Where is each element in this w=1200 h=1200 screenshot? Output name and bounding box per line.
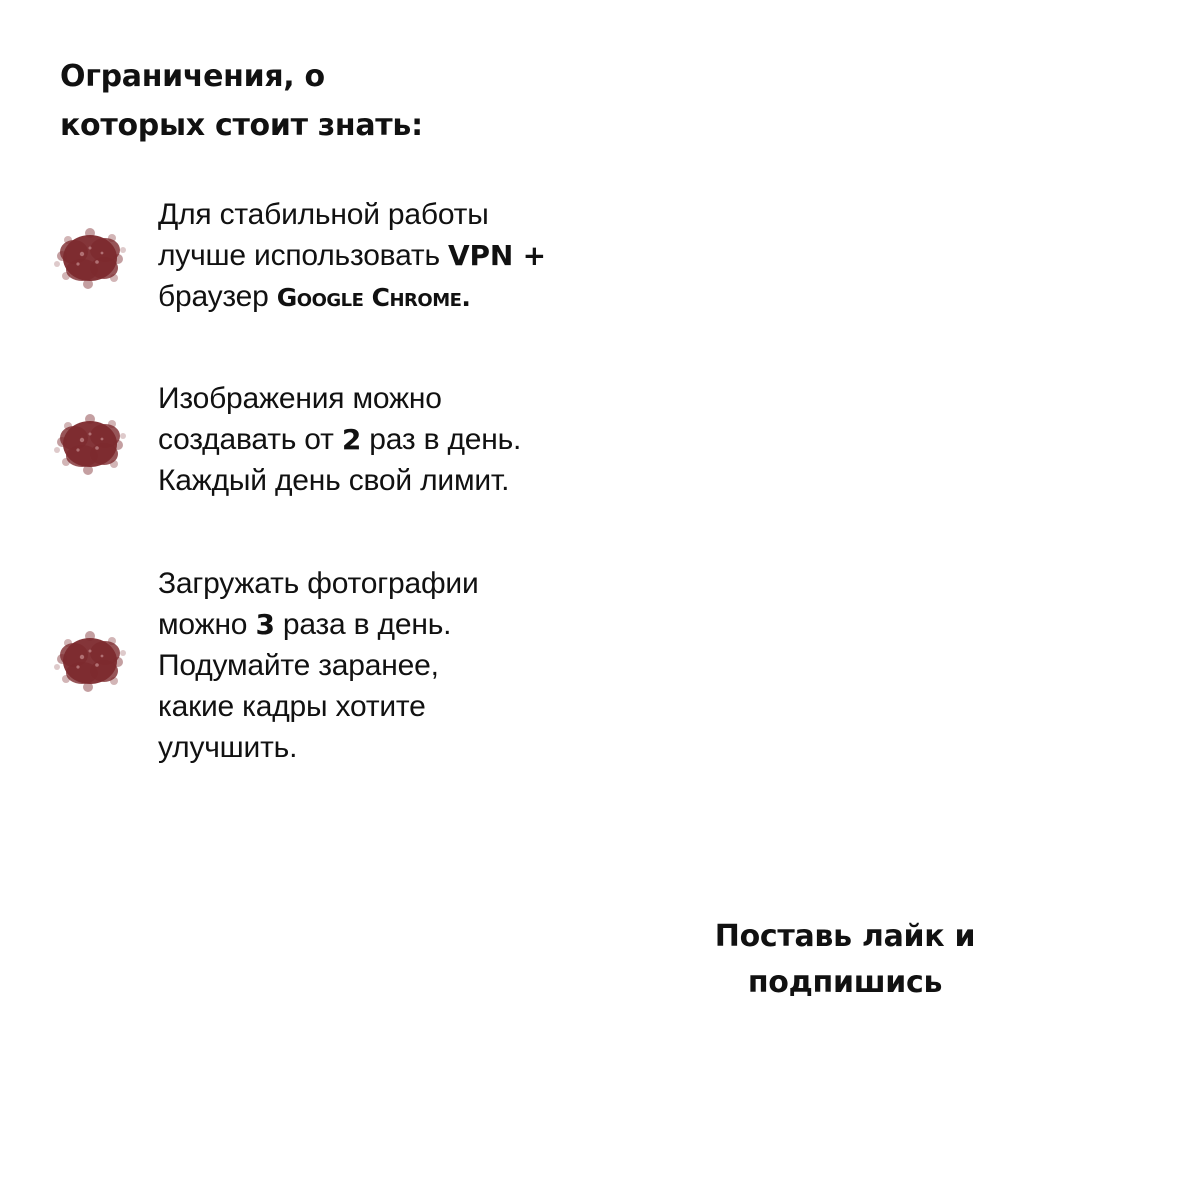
page-title [60,52,620,150]
brush-blob-icon [52,412,128,476]
page-title-line-2: которых стоит знать: [60,108,423,143]
emphasis-text: VPN + [448,239,546,272]
list-item-text-segment: раз в день. [361,423,522,456]
list-item-line [158,276,678,318]
list-item-line: Изображения можно [158,382,442,415]
emphasis-text: 3 [255,608,275,641]
list-item-line: Каждый день свой лимит. [158,464,510,497]
page-title-line-1: Ограничения, о [60,59,325,94]
list-item-text-segment: раза в день. [274,608,452,641]
emphasis-text: Google Chrome. [276,283,471,312]
list-item-images [0,378,700,508]
list-item-text [158,378,678,501]
call-to-action [660,914,1030,1006]
list-item-line: Для стабильной работы [158,198,489,231]
list-item-text [158,563,678,768]
call-to-action-line-1: Поставь лайк и [714,919,976,954]
call-to-action-line-2: подпишись [747,965,943,1000]
list-item-text-segment: можно [158,608,256,641]
list-item-photos [0,563,700,773]
list-item-text-segment: браузер [158,280,277,313]
list-item-text [158,194,678,318]
list-item-text-segment: создавать от [158,423,342,456]
emphasis-text: 2 [341,423,362,456]
list-item-line: Загружать фотографии [158,567,479,600]
list-item-text-segment: лучше использовать [158,239,449,272]
list-item-line: какие кадры хотите [158,690,426,723]
list-item-vpn [0,194,700,324]
list-item-line [158,604,678,645]
list-item-line: Подумайте заранее, [158,649,439,682]
list-item-line: улучшить. [158,731,298,764]
list-item-line [158,235,678,276]
list-item-line [158,419,678,460]
brush-blob-icon [52,629,128,693]
brush-blob-icon [52,226,128,290]
